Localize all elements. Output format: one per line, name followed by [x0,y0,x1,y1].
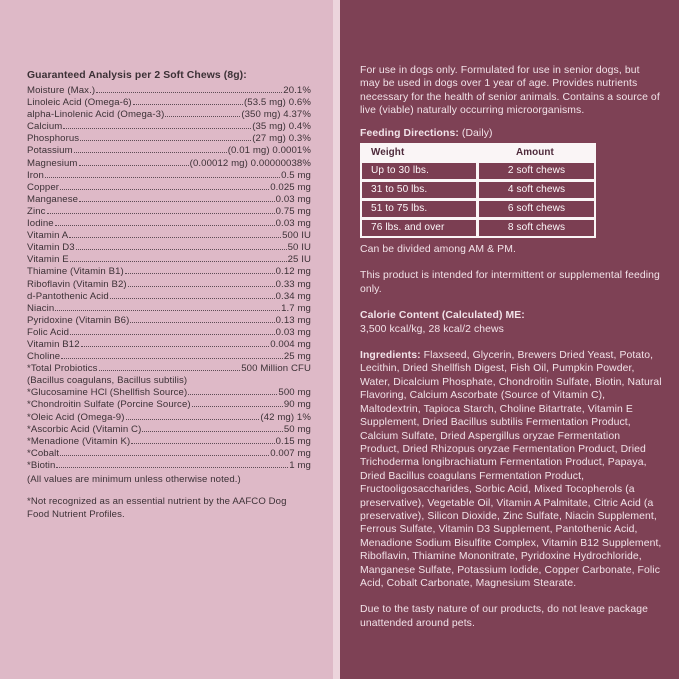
calorie-content-section [360,309,662,336]
analysis-row-value: (27 mg) 0.3% [252,133,311,145]
analysis-row [27,327,311,339]
guaranteed-analysis-panel [0,0,333,679]
ingredients-text: Flaxseed, Glycerin, Brewers Dried Yeast, Potato, Lecithin, Dried Shellfish Digest, Fish Oil, Pumpkin Powder, Water, Dicalcium Phosphate, Chondroitin Sulfate, Biotin, Natural Flavoring, Calcium Ascorbate (Source of Vitamin C), Maltodextrin, Tapioca Starch, Choline Bitartrate, Vitamin E Supplement, Dried Bacillus subtilis Fermentation Product, Calcium Sulfate, Dried Aspergillus oryzae Fermentation Product, Dried Rhizopus oryzae Fermentation Product, Dried Trichoderma longibrachiatum Fermentation Product, Papaya, Dried Bacillus coagulans Fermentation Product, Fructooligosaccharides, Sorbic Acid, Mixed Tocopherols (a preservative), Vegetable Oil, Vitamin A Palmitate, Citric Acid (a preservative), Silicon Dioxide, Zinc Sulfate, Niacin Supplement, Ferrous Sulfate, Vitamin D3 Supplement, Pantothenic Acid, Menadione Sodium Bisulfite Complex, Vitamin B12 Supplement, Riboflavin, Thiamine Mononitrate, Pyridoxine Hydrochloride, Manganese Sulfate, Potassium Iodide, Copper Carbonate, Folic Acid, Cobalt Carbonate, Magnesium Stearate. [360,350,662,589]
analysis-row-label: Vitamin E [27,254,69,266]
analysis-row-label: Manganese [27,193,79,205]
analysis-row-label: *Biotin [27,459,56,471]
analysis-row-value: 1 mg [289,459,311,471]
directions-panel [340,0,679,679]
analysis-row-label: Phosphorus [27,133,80,145]
dotted-leader [165,116,240,117]
analysis-row-label: Calcium [27,121,63,133]
feeding-directions-daily: (Daily) [458,127,493,139]
feeding-table-row [362,220,594,236]
analysis-row-value: 0.03 mg [275,218,311,230]
dotted-leader [76,249,287,250]
feeding-weight-cell: 31 to 50 lbs. [362,182,476,198]
feeding-table-header-weight: Weight [371,147,405,159]
analysis-row-value: 90 mg [283,399,311,411]
analysis-row-value: 25 mg [283,351,311,363]
analysis-row [27,424,311,436]
analysis-row [27,230,311,242]
analysis-row-label: Moisture (Max.) [27,85,96,96]
analysis-row-value: 0.15 mg [275,435,311,447]
feeding-weight-cell: 76 lbs. and over [362,220,476,236]
analysis-row-label: Iron [27,169,44,181]
dotted-leader [133,104,243,105]
analysis-row-label: Pyridoxine (Vitamin B6) [27,314,130,326]
analysis-row-value: (350 mg) 4.37% [241,109,311,121]
analysis-row-value: (53.5 mg) 0.6% [244,97,311,109]
guaranteed-analysis-heading: Guaranteed Analysis per 2 Soft Chews (8g): [27,70,247,81]
ingredients-paragraph [360,349,662,590]
analysis-row-label: Vitamin D3 [27,242,75,254]
aafco-footnote: *Not recognized as an essential nutrient by the AAFCO Dog Food Nutrient Profiles. [27,496,287,520]
feeding-amount-cell: 2 soft chews [479,163,594,179]
analysis-row-value: (0.01 mg) 0.0001% [227,145,311,157]
analysis-row [27,315,311,327]
analysis-row [27,375,311,387]
dotted-leader [130,322,274,323]
calorie-content-value: 3,500 kcal/kg, 28 kcal/2 chews [360,323,504,335]
analysis-row [27,291,311,303]
analysis-row-value: (42 mg) 1% [260,411,311,423]
feeding-table-body [362,163,594,236]
dotted-leader [55,225,275,226]
dotted-leader [63,128,251,129]
feeding-amount-cell: 4 soft chews [479,182,594,198]
analysis-row-value: 50 IU [287,242,311,254]
analysis-row [27,436,311,448]
dotted-leader [79,201,275,202]
analysis-row-label: *Menadione (Vitamin K) [27,435,131,447]
analysis-row-label: alpha-Linolenic Acid (Omega-3) [27,109,165,121]
dotted-leader [47,213,275,214]
dotted-leader [60,189,269,190]
analysis-row [27,303,311,315]
analysis-row [27,121,311,133]
analysis-row-value: 20.1% [283,85,311,96]
analysis-row [27,242,311,254]
analysis-row-value: 50 mg [283,423,311,435]
guaranteed-analysis-content [27,70,311,521]
analysis-row-value: 0.5 mg [281,169,311,181]
analysis-row-value: 0.03 mg [275,326,311,338]
analysis-row [27,85,311,97]
feeding-weight-cell: 51 to 75 lbs. [362,201,476,217]
dotted-leader [142,431,282,432]
analysis-row-value: 0.004 mg [270,338,311,350]
analysis-row-label: Magnesium [27,157,78,169]
analysis-row [27,206,311,218]
analysis-row [27,218,311,230]
dotted-leader [131,443,274,444]
intermittent-feeding-note: This product is intended for intermittent or supplemental feeding only. [360,270,660,295]
dotted-leader [55,310,280,311]
analysis-row [27,170,311,182]
analysis-row-label: Folic Acid [27,326,70,338]
analysis-row-value: 0.33 mg [275,278,311,290]
analysis-row [27,351,311,363]
dotted-leader [79,165,189,166]
tasty-warning-paragraph: Due to the tasty nature of our products, do not leave package unattended around pets. [360,604,648,629]
feeding-table-row [362,182,594,198]
analysis-row-label: Vitamin B12 [27,338,80,350]
dotted-leader [110,298,275,299]
feeding-table [360,143,596,238]
dotted-leader [60,455,269,456]
feeding-directions-label: Feeding Directions: [360,127,459,139]
analysis-row-label: Zinc [27,205,46,217]
analysis-row-value: 500 IU [282,230,311,242]
analysis-row [27,339,311,351]
feeding-table-header-amount: Amount [516,147,554,159]
label-fold-highlight [333,0,340,679]
analysis-row [27,387,311,399]
dotted-leader [70,261,287,262]
analysis-row [27,412,311,424]
analysis-row-label: Choline [27,351,61,363]
dotted-leader [56,467,288,468]
analysis-row [27,254,311,266]
analysis-row-value: 500 mg [278,387,311,399]
analysis-row [27,182,311,194]
minimum-values-note: (All values are minimum unless otherwise noted.) [27,474,241,485]
guaranteed-analysis-list [27,85,311,472]
analysis-row [27,145,311,157]
dotted-leader [128,286,275,287]
calorie-content-heading: Calorie Content (Calculated) ME: [360,310,525,322]
dotted-leader [61,358,283,359]
dotted-leader [74,152,227,153]
analysis-row-label: *Chondroitin Sulfate (Porcine Source) [27,399,191,411]
dotted-leader [188,394,277,395]
analysis-row-value: 0.75 mg [275,205,311,217]
analysis-row-label: Copper [27,181,60,193]
analysis-row-value: 0.025 mg [270,181,311,193]
dotted-leader [125,273,275,274]
analysis-row-label: Iodine [27,218,54,230]
analysis-row-label: Thiamine (Vitamin B1) [27,266,124,278]
analysis-row-value: 1.7 mg [281,302,311,314]
dotted-leader [80,140,251,141]
analysis-row-label: Riboflavin (Vitamin B2) [27,278,127,290]
analysis-row [27,158,311,170]
analysis-row [27,194,311,206]
feeding-table-row [362,201,594,217]
analysis-row-value: 500 Million CFU [241,363,311,375]
analysis-row [27,448,311,460]
analysis-row [27,363,311,375]
analysis-row [27,133,311,145]
analysis-row-label: *Total Probiotics [27,363,98,375]
dotted-leader [192,406,283,407]
analysis-row-label: d-Pantothenic Acid [27,290,109,302]
analysis-row [27,399,311,411]
analysis-row-label: Linoleic Acid (Omega-6) [27,97,132,109]
analysis-row [27,109,311,121]
analysis-row-label: Vitamin A [27,230,69,242]
analysis-row [27,460,311,472]
analysis-row [27,266,311,278]
feeding-amount-cell: 6 soft chews [479,201,594,217]
dotted-leader [45,177,280,178]
dotted-leader [99,370,241,371]
analysis-row-label: *Glucosamine HCl (Shellfish Source) [27,387,188,399]
directions-content [360,64,662,630]
dotted-leader [69,237,281,238]
ingredients-label: Ingredients: [360,350,421,362]
analysis-row-label: (Bacillus coagulans, Bacillus subtilis) [27,375,188,387]
dotted-leader [126,419,260,420]
analysis-row-value: (0.00012 mg) 0.00000038% [189,157,311,169]
analysis-row-value: 0.13 mg [275,314,311,326]
feeding-split-note: Can be divided among AM & PM. [360,244,516,256]
feeding-amount-cell: 8 soft chews [479,220,594,236]
analysis-row-value: 0.34 mg [275,290,311,302]
analysis-row-value: (35 mg) 0.4% [252,121,311,133]
analysis-row-label: *Ascorbic Acid (Vitamin C) [27,423,142,435]
dotted-leader [96,92,282,93]
dotted-leader [70,334,275,335]
feeding-directions-heading [360,127,662,140]
feeding-table-row [362,163,594,179]
analysis-row [27,97,311,109]
analysis-row-label: Niacin [27,302,55,314]
analysis-row-value: 0.03 mg [275,193,311,205]
analysis-row-label: Potassium [27,145,73,157]
intro-paragraph: For use in dogs only. Formulated for use in senior dogs, but may be used in dogs over 1 year of age. Provides nutrients necessary for the health of senior animals. Contains a source of live (viable) naturally occurring microorganisms. [360,65,660,117]
feeding-table-header [362,145,594,160]
analysis-row-value: 25 IU [287,254,311,266]
analysis-row-label: *Oleic Acid (Omega-9) [27,411,125,423]
analysis-row [27,279,311,291]
analysis-row-value: 0.007 mg [270,447,311,459]
feeding-weight-cell: Up to 30 lbs. [362,163,476,179]
analysis-row-value: 0.12 mg [275,266,311,278]
dotted-leader [81,346,270,347]
analysis-row-label: *Cobalt [27,447,60,459]
